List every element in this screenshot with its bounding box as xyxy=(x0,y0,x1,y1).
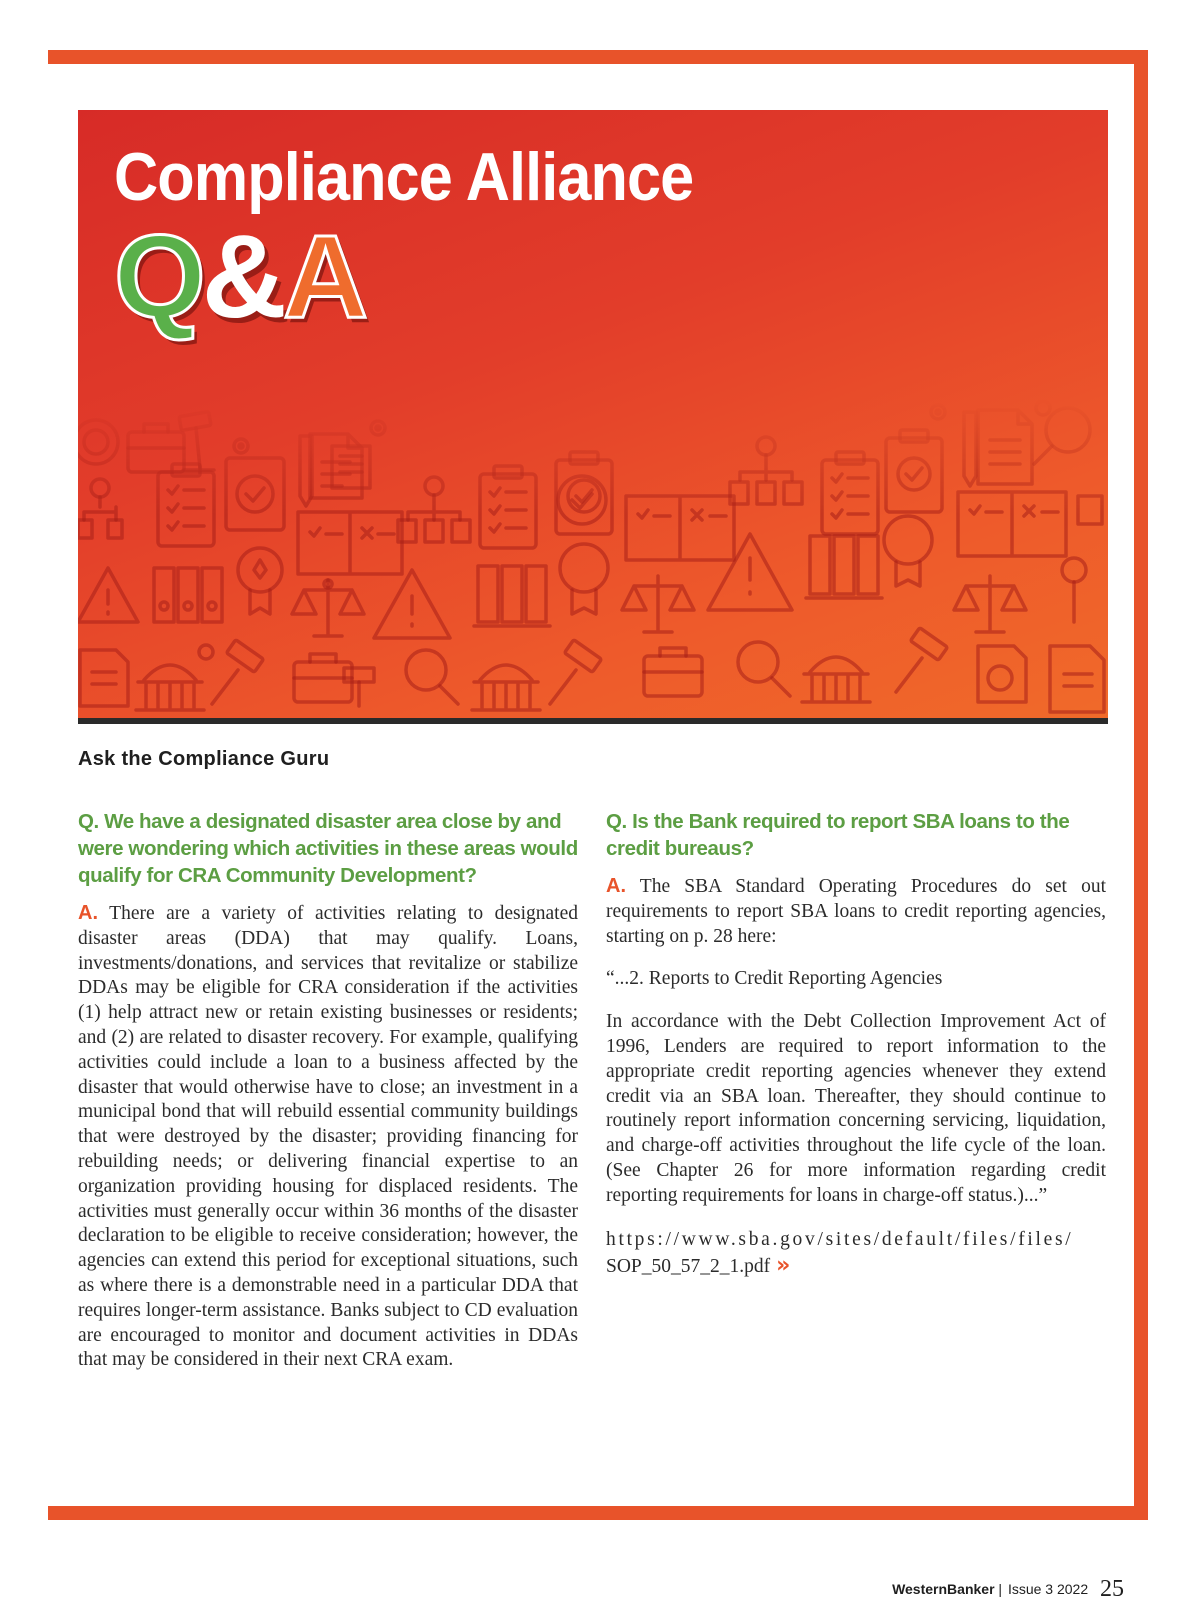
qa-logo-a: A xyxy=(283,211,365,343)
clipboard-checklist-icon xyxy=(158,464,214,546)
answer-paragraph xyxy=(606,874,1106,949)
source-link-line-2[interactable]: SOP_50_57_2_1.pdf xyxy=(606,1255,771,1277)
page-frame-top-border xyxy=(48,50,1148,64)
courthouse-icon xyxy=(472,665,540,710)
answer-text: The SBA Standard Operating Procedures do set out requirements to report SBA loans to credit reporting agencies, starting on p. 28 here: xyxy=(606,876,1106,947)
document-lines-icon xyxy=(332,446,370,488)
magnifier-icon xyxy=(78,420,118,464)
scales-icon xyxy=(622,576,694,632)
end-of-article-chevron-icon: » xyxy=(776,1252,794,1278)
binders-icon xyxy=(154,568,222,622)
courthouse-icon xyxy=(136,665,204,710)
org-chart-icon xyxy=(78,479,122,538)
document-search-icon xyxy=(80,650,128,706)
issue-label: Issue 3 2022 xyxy=(1007,1581,1089,1597)
org-chart-icon xyxy=(730,437,802,504)
gavel-icon xyxy=(896,628,948,692)
org-chart-icon xyxy=(398,477,470,542)
warning-icon xyxy=(78,568,138,622)
clipboard-checklist-icon xyxy=(480,466,536,548)
small-settings-icon xyxy=(931,405,945,419)
scales-icon xyxy=(954,576,1026,632)
small-settings-icon xyxy=(1036,401,1050,415)
small-settings-icon xyxy=(371,421,385,435)
award-ribbon-icon xyxy=(884,516,932,586)
page-frame-right-border xyxy=(1134,50,1148,1520)
document-icon xyxy=(1050,646,1104,712)
warning-icon xyxy=(374,570,450,638)
badge-check-icon xyxy=(226,458,284,530)
qa-logo-ampersand: & xyxy=(201,211,284,343)
source-link[interactable] xyxy=(606,1227,1106,1280)
compliance-icon-pattern xyxy=(78,400,1108,724)
binders-icon xyxy=(806,536,882,598)
magnifier-icon xyxy=(738,642,790,696)
page-footer xyxy=(892,1576,1124,1603)
gavel-icon xyxy=(212,640,264,704)
answer-marker: A. xyxy=(606,875,626,897)
publication-name: WesternBanker xyxy=(892,1581,995,1597)
question-heading: Q. Is the Bank required to report SBA loans to the credit bureaus? xyxy=(606,810,1070,860)
pen-icon xyxy=(964,412,976,486)
award-ribbon-icon xyxy=(238,548,282,614)
open-book-icon xyxy=(626,496,734,560)
question-heading: Q. We have a designated disaster area close by and were wondering which activities in these areas would qualify for CRA Community Development? xyxy=(78,810,578,887)
open-book-icon xyxy=(958,492,1066,556)
hero-banner xyxy=(78,110,1108,724)
footer-separator: | xyxy=(998,1581,1003,1597)
small-box-icon xyxy=(1078,496,1102,524)
document-search-icon xyxy=(978,646,1026,702)
document-lines-icon xyxy=(978,410,1032,484)
clipboard-checklist-icon xyxy=(822,452,878,534)
scales-icon xyxy=(292,580,364,636)
quote-body: In accordance with the Debt Collection Improvement Act of 1996, Lenders are required to report information to the appropriate credit reporting agencies whenever they extend credit via an SBA loan. Thereafter, they should continue to routinely report information concerning servicing, liquidation, and charge-off activities throughout the life cycle of the loan. (See Chapter 26 for more information regarding credit reporting requirements for loans in charge-off status.)...” xyxy=(606,1011,1106,1206)
small-settings-icon xyxy=(199,645,213,659)
small-settings-icon xyxy=(234,439,248,453)
magnifier-icon xyxy=(406,650,458,704)
briefcase-icon xyxy=(644,648,702,696)
answer-text: There are a variety of activities relating to designated disaster areas (DDA) that may qualify. Loans, investments/donations, and services that revitalize or stabilize DDAs may be eligible for CRA consideration if the activities (1) help attract new or retain existing businesses or residents; and (2) are related to disaster recovery. For example, qualifying activities could include a loan to a business affected by the disaster that would otherwise have to close; an investment in a municipal bond that will rebuild essential community buildings that were destroyed by the disaster; providing financing for rebuilding needs; or delivering financial expertise to an organization providing housing for displaced residents. The activities must generally occur within 36 months of the disaster declaration to be eligible to receive consideration; however, the agencies can extend this period for exceptional situations, such as where there is a demonstrable need in a particular DDA that requires longer-term assistance. Banks subject to CD evaluation are encouraged to monitor and document activities in DDAs that may be considered in their next CRA exam. xyxy=(78,903,578,1371)
gavel-icon xyxy=(550,640,602,704)
source-link-line-1[interactable]: https://www.sba.gov/sites/default/files/files/ xyxy=(606,1228,1074,1250)
binders-icon xyxy=(474,566,550,626)
answer-marker: A. xyxy=(78,902,98,924)
pin-icon xyxy=(1062,558,1086,622)
section-label: Ask the Compliance Guru xyxy=(78,748,330,770)
qa-logo-q: Q xyxy=(114,211,202,343)
page-frame-bottom-border xyxy=(48,1506,1148,1520)
answer-paragraph xyxy=(78,901,578,1373)
award-ribbon-icon xyxy=(560,544,608,614)
clipboard-badge-icon xyxy=(886,430,942,512)
right-qa-column xyxy=(606,808,1106,1280)
qa-logo xyxy=(114,211,365,343)
courthouse-icon xyxy=(802,657,870,702)
open-book-icon xyxy=(298,512,402,574)
left-qa-column xyxy=(78,808,578,1391)
hero-title: Compliance Alliance xyxy=(114,139,694,215)
quote-heading: “...2. Reports to Credit Reporting Agencies xyxy=(606,968,943,990)
page-number: 25 xyxy=(1100,1576,1124,1602)
warning-icon xyxy=(708,534,792,610)
